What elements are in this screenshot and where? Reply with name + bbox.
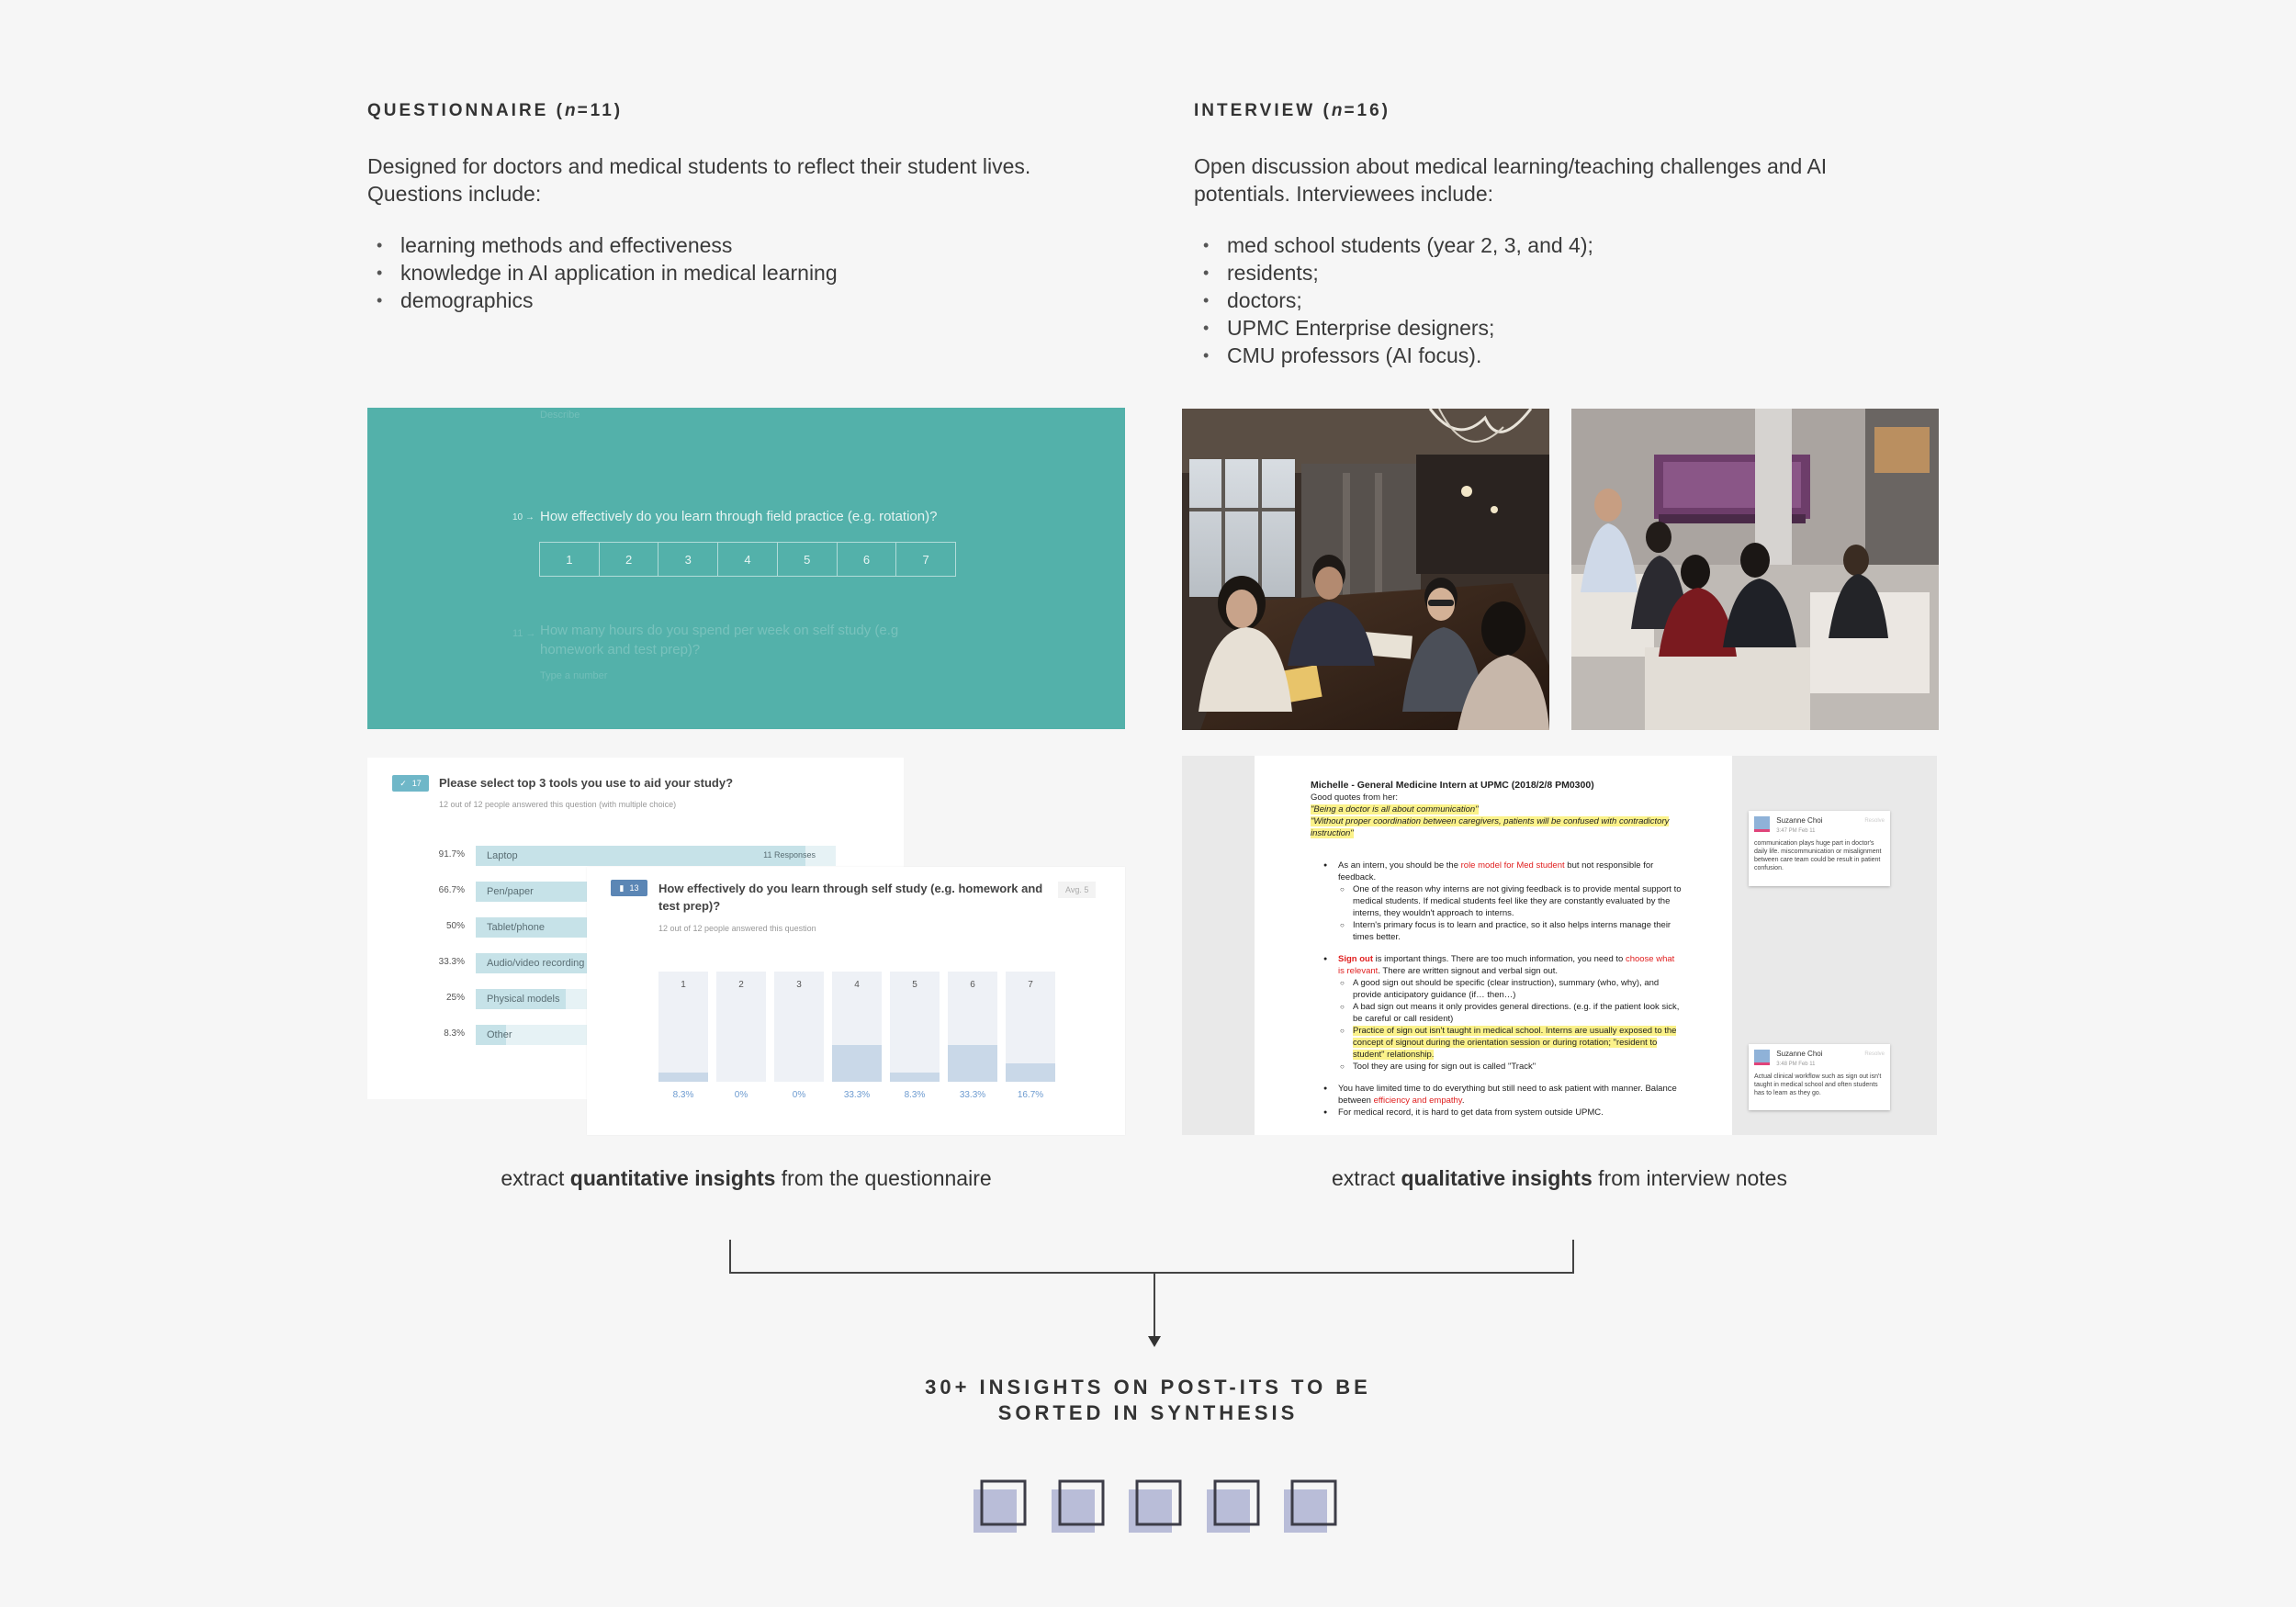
column-value-label: 0% bbox=[734, 1090, 748, 1100]
column-category-label: 5 bbox=[912, 980, 917, 990]
column-category-label: 1 bbox=[681, 980, 686, 990]
column-category-label: 2 bbox=[738, 980, 744, 990]
questionnaire-description: Designed for doctors and medical students to reflect their student lives. Questions include: bbox=[367, 154, 1031, 206]
scale-option[interactable]: 3 bbox=[658, 543, 718, 576]
postit-icon bbox=[1052, 1481, 1103, 1533]
bar-percent: 25% bbox=[445, 993, 465, 1003]
bar-label: Other bbox=[487, 1029, 512, 1040]
comment-author: Suzanne Choi bbox=[1776, 1050, 1823, 1058]
column-category-label: 3 bbox=[796, 980, 802, 990]
doc-bullet: ● You have limited time to do everything but still need to ask patient with manner. Balance between efficiency and empathy. bbox=[1311, 1083, 1683, 1107]
column-bar bbox=[890, 1073, 940, 1082]
doc-quotes-intro: Good quotes from her: bbox=[1311, 792, 1399, 803]
interview-bullet: • residents; bbox=[1194, 259, 1892, 287]
scale-option[interactable]: 6 bbox=[838, 543, 897, 576]
doc-subbullet: ○ A good sign out should be specific (clear instruction), summary (who, why), and provide anticipatory guidance (if… then…) bbox=[1311, 977, 1683, 1001]
questionnaire-caption: extract quantitative insights from the questionnaire bbox=[501, 1166, 992, 1190]
doc-quote: "Without proper coordination between caregivers, patients will be confused with contradictory instruction" bbox=[1311, 816, 1670, 838]
doc-subbullet: ○ Tool they are using for sign out is called "Track" bbox=[1311, 1061, 1683, 1073]
doc-subbullet: ○ A bad sign out means it only provides general directions. (e.g. if the patient look sick, be careful or call resident) bbox=[1311, 1001, 1683, 1025]
resolve-button[interactable]: Resolve bbox=[1864, 818, 1885, 824]
column-value-label: 8.3% bbox=[904, 1090, 926, 1100]
doc-bullet: ● Sign out is important things. There are too much information, you need to choose what is relevant. There are written signout and verbal sign out. bbox=[1311, 953, 1683, 977]
postit-icon bbox=[1129, 1481, 1180, 1533]
bar-percent: 50% bbox=[445, 921, 465, 931]
comment-card[interactable] bbox=[1749, 1044, 1890, 1110]
average-badge: Avg. 5 bbox=[1058, 882, 1096, 898]
typeform-faded-top: Describe bbox=[540, 410, 580, 421]
resolve-button[interactable]: Resolve bbox=[1864, 1051, 1885, 1057]
column-bar bbox=[832, 1045, 882, 1082]
tools-sub: 12 out of 12 people answered this question (with multiple choice) bbox=[439, 800, 677, 809]
postit-icon bbox=[1284, 1481, 1335, 1533]
questionnaire-bullet: • learning methods and effectiveness bbox=[367, 231, 1065, 259]
column-value-label: 0% bbox=[792, 1090, 806, 1100]
doc-bullet: ● For medical record, it is hard to get data from system outside UPMC. bbox=[1311, 1107, 1683, 1118]
comment-time: 3:47 PM Feb 11 bbox=[1776, 828, 1816, 834]
column-value-label: 16.7% bbox=[1017, 1090, 1044, 1100]
scale-option[interactable]: 1 bbox=[540, 543, 600, 576]
scale-option[interactable]: 2 bbox=[600, 543, 659, 576]
doc-subbullet: ○ One of the reason why interns are not giving feedback is to provide mental support to medical students. If medical students feel like they are constantly evaluated by the interns, they wouldn't approach to interns. bbox=[1311, 883, 1683, 919]
interview-bullets bbox=[1194, 231, 1892, 369]
interview-bullet: • med school students (year 2, 3, and 4); bbox=[1194, 231, 1892, 259]
final-line: 30+ INSIGHTS ON POST-ITS TO BE bbox=[925, 1376, 1371, 1399]
bar-label: Audio/video recording bbox=[487, 958, 585, 969]
comment-author: Suzanne Choi bbox=[1776, 816, 1823, 825]
bar-percent: 33.3% bbox=[438, 957, 465, 967]
doc-quote: "Being a doctor is all about communication" bbox=[1311, 804, 1479, 815]
interview-bullet: • CMU professors (AI focus). bbox=[1194, 342, 1892, 369]
lounge-photo-illustration bbox=[1571, 409, 1939, 730]
cafe-photo-illustration bbox=[1182, 409, 1549, 730]
selfstudy-question: How effectively do you learn through self study (e.g. homework and test prep)? bbox=[658, 882, 1043, 913]
doc-content bbox=[1311, 780, 1683, 1118]
selfstudy-results-card bbox=[587, 867, 1125, 1135]
column-bar bbox=[948, 1045, 997, 1082]
questionnaire-title: QUESTIONNAIRE (n=11) bbox=[367, 101, 624, 120]
column-bar bbox=[1006, 1063, 1055, 1082]
interview-photo-cafe bbox=[1182, 409, 1549, 730]
interview-description: Open discussion about medical learning/teaching challenges and AI potentials. Interviewees include: bbox=[1194, 154, 1828, 206]
interview-photo-lounge bbox=[1571, 409, 1939, 730]
column-value-label: 8.3% bbox=[672, 1090, 694, 1100]
bar-label: Physical models bbox=[487, 994, 560, 1005]
final-line: SORTED IN SYNTHESIS bbox=[997, 1401, 1299, 1424]
comment-text: communication plays huge part in doctor's daily life. miscommunication or misalignment between care team could be result in patient confusion. bbox=[1754, 840, 1882, 871]
postit-icon bbox=[1207, 1481, 1258, 1533]
typeform-screenshot bbox=[367, 408, 1125, 729]
comment-card[interactable] bbox=[1749, 811, 1890, 886]
column-category-label: 7 bbox=[1028, 980, 1033, 990]
column-value-label: 33.3% bbox=[959, 1090, 986, 1100]
scale-option[interactable]: 7 bbox=[922, 552, 929, 567]
questionnaire-bullet: • knowledge in AI application in medical learning bbox=[367, 259, 1065, 287]
typeform-question: How effectively do you learn through field practice (e.g. rotation)? bbox=[540, 509, 938, 524]
bar-percent: 91.7% bbox=[438, 849, 465, 860]
typeform-faded-number: 11 → bbox=[512, 628, 536, 639]
bar-percent: 66.7% bbox=[438, 885, 465, 895]
tools-badge: ✓ 17 bbox=[392, 775, 429, 792]
interview-bullet: • UPMC Enterprise designers; bbox=[1194, 314, 1892, 342]
doc-title: Michelle - General Medicine Intern at UPMC (2018/2/8 PM0300) bbox=[1311, 780, 1594, 791]
comment-text: Actual clinical workflow such as sign out isn't taught in medical school and often students has to learn as they go. bbox=[1754, 1073, 1882, 1096]
postits-icon-row bbox=[969, 1474, 1345, 1547]
interview-caption: extract qualitative insights from interview notes bbox=[1332, 1166, 1787, 1190]
bar-label: Tablet/phone bbox=[487, 922, 545, 933]
interview-notes-screenshot bbox=[1182, 756, 1937, 1135]
scale-option[interactable]: 5 bbox=[778, 543, 838, 576]
tools-bar-row bbox=[438, 846, 836, 866]
avatar bbox=[1754, 1050, 1770, 1065]
bar-chart-icon: ▮ bbox=[619, 882, 625, 893]
tools-question: Please select top 3 tools you use to aid your study? bbox=[439, 776, 734, 790]
column-bar bbox=[658, 1073, 708, 1082]
arrow-down-icon bbox=[1148, 1336, 1161, 1347]
final-outcome bbox=[781, 1375, 1515, 1426]
selfstudy-badge: ▮ 13 bbox=[611, 880, 647, 896]
postit-icon bbox=[974, 1481, 1025, 1533]
comment-time: 3:48 PM Feb 11 bbox=[1776, 1062, 1816, 1067]
bar-fill bbox=[476, 846, 805, 866]
typeform-faded-question: How many hours do you spend per week on self study (e.g homework and test prep)? bbox=[540, 623, 899, 657]
selfstudy-column-chart bbox=[658, 972, 1063, 1128]
typeform-scale bbox=[539, 542, 956, 577]
typeform-question-number: 10 → bbox=[512, 512, 535, 523]
typeform-faded-hint: Type a number bbox=[540, 670, 608, 681]
doc-bullet: ● As an intern, you should be the role model for Med student but not responsible for feedback. bbox=[1311, 860, 1683, 883]
bar-responses: 11 Responses bbox=[763, 850, 816, 860]
questionnaire-bullets bbox=[367, 231, 1065, 314]
selfstudy-sub: 12 out of 12 people answered this question bbox=[658, 924, 816, 933]
column-category-label: 4 bbox=[854, 980, 860, 990]
doc-subbullet: ○ Practice of sign out isn't taught in medical school. Interns are usually exposed to the concept of signout during the orientation session or during rotation; "resident to student" relationship. bbox=[1311, 1025, 1683, 1061]
merge-connector bbox=[716, 1235, 1598, 1354]
interview-bullet: • doctors; bbox=[1194, 287, 1892, 314]
bar-label: Pen/paper bbox=[487, 886, 534, 897]
avatar bbox=[1754, 816, 1770, 832]
check-icon: ✓ bbox=[400, 778, 407, 788]
scale-option[interactable]: 4 bbox=[718, 543, 778, 576]
doc-subbullet: ○ Intern's primary focus is to learn and practice, so it also helps interns manage their times better. bbox=[1311, 919, 1683, 943]
column-value-label: 33.3% bbox=[843, 1090, 871, 1100]
column-category-label: 6 bbox=[970, 980, 975, 990]
bar-percent: 8.3% bbox=[444, 1028, 465, 1039]
interview-title: INTERVIEW (n=16) bbox=[1194, 101, 1390, 120]
doc-list bbox=[1311, 860, 1683, 1118]
bar-label: Laptop bbox=[487, 850, 518, 861]
questionnaire-bullet: • demographics bbox=[367, 287, 1065, 314]
